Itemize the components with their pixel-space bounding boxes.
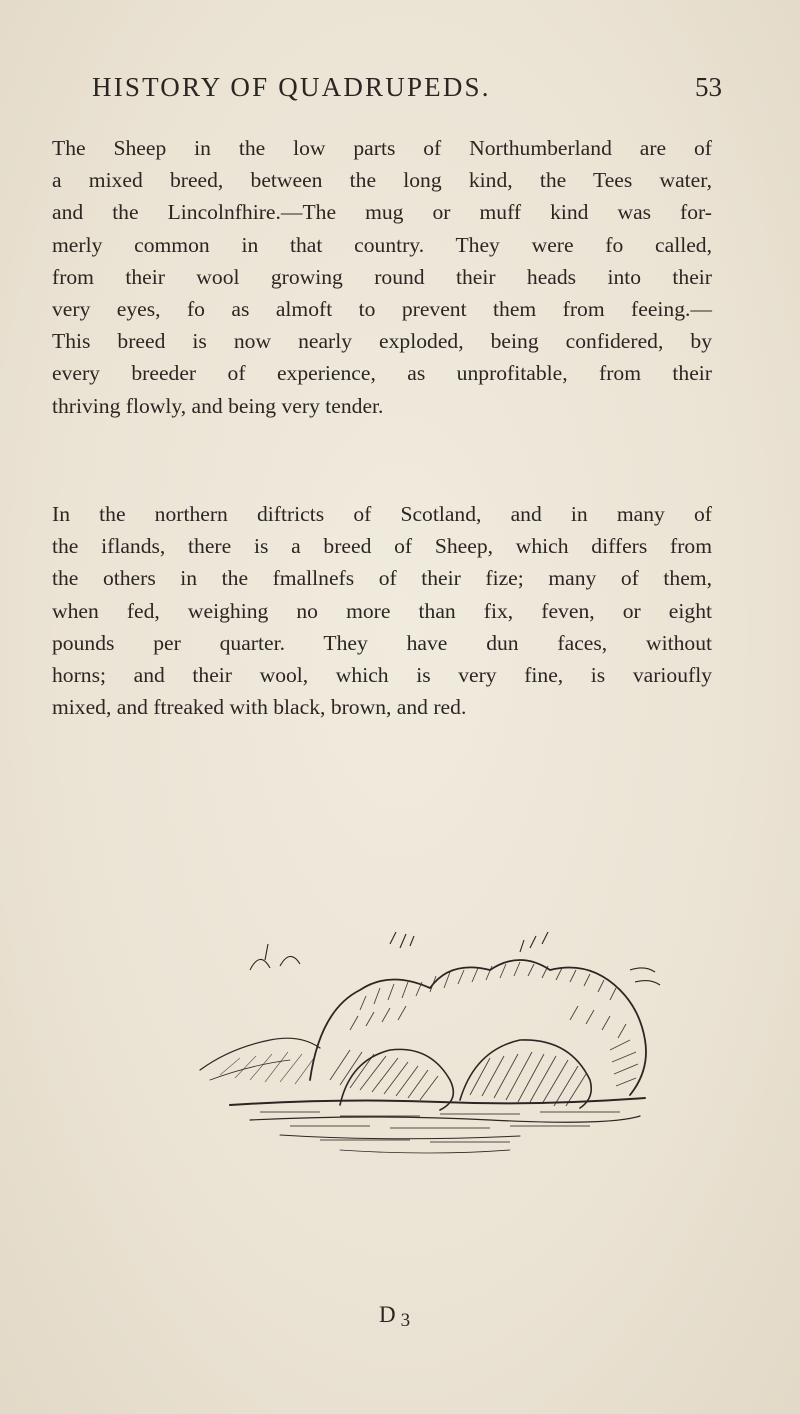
text-line: the iflands, there is a breed of Sheep, which differs from — [52, 534, 712, 559]
text-line: very eyes, fo as almoft to prevent them from feeing.— — [52, 297, 712, 322]
engraved-vignette-illustration — [190, 930, 670, 1160]
text-line: horns; and their wool, which is very fine, is varioufly — [52, 663, 712, 688]
text-line: The Sheep in the low parts of Northumberland are of — [52, 136, 712, 160]
signature-number: 3 — [400, 1310, 411, 1331]
text-line: pounds per quarter. They have dun faces, without — [52, 630, 712, 655]
signature-letter: D — [379, 1302, 396, 1327]
text-line: thriving flowly, and being very tender. — [52, 393, 384, 418]
text-line: when fed, weighing no more than fix, feven, or eight — [52, 598, 712, 623]
signature-mark — [379, 1302, 411, 1331]
text-line: This breed is now nearly exploded, being confidered, by — [52, 329, 712, 354]
text-line: mixed, and ftreaked with black, brown, and red. — [52, 695, 467, 720]
text-line: a mixed breed, between the long kind, the Tees water, — [52, 168, 712, 193]
text-line: from their wool growing round their heads into their — [52, 264, 712, 289]
paragraph-scotland-sheep — [52, 498, 712, 723]
running-title: HISTORY OF QUADRUPEDS. — [92, 72, 491, 102]
page-number: 53 — [695, 72, 722, 102]
page-header — [84, 72, 724, 112]
text-line: the others in the fmallnefs of their fize; many of them, — [52, 566, 712, 591]
text-line: every breeder of experience, as unprofitable, from their — [52, 361, 712, 386]
text-line: In the northern diftricts of Scotland, and in many of — [52, 502, 712, 526]
paragraph-northumberland-sheep — [52, 132, 712, 422]
text-line: and the Lincolnfhire.—The mug or muff kind was for- — [52, 200, 712, 225]
text-line: merly common in that country. They were fo called, — [52, 232, 712, 257]
